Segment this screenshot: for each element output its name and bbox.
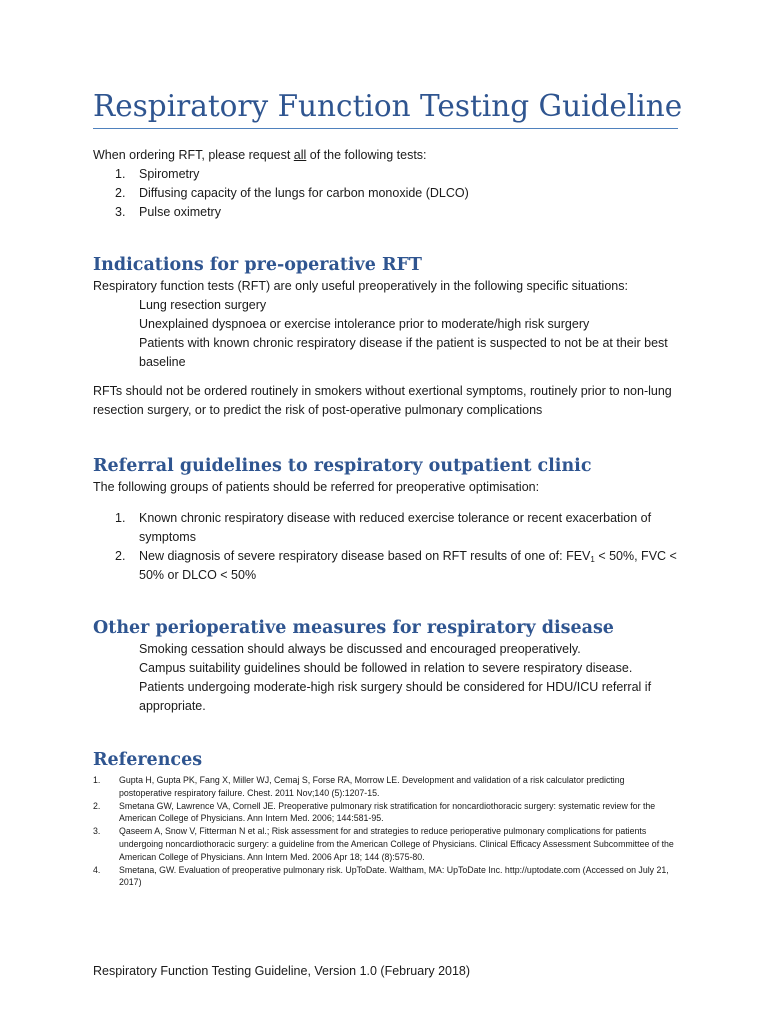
tests-list xyxy=(93,165,678,222)
intro-section xyxy=(93,146,678,222)
list-item: Patients with known chronic respiratory disease if the patient is suspected to not be at their best baseline xyxy=(139,336,668,369)
referral-list xyxy=(93,509,678,585)
section-lead: Respiratory function tests (RFT) are only useful preoperatively in the following specific situations: xyxy=(93,279,628,293)
list-item: 3. Pulse oximetry xyxy=(115,205,221,219)
list-item: 2. New diagnosis of severe respiratory disease based on RFT results of one of: $FEV_1 < 50\%$, FVC < 50% or DLCO < 50% xyxy=(115,549,677,582)
list-item: 1. Gupta H, Gupta PK, Fang X, Miller WJ, Cemaj S, Forse RA, Morrow LE. Development and validation of a risk calculator predicting postoperative respiratory failure. Chest. 2011 Nov;140 (5):1207-15. xyxy=(93,775,625,798)
intro-after: of the following tests: xyxy=(306,148,427,162)
page-footer: Respiratory Function Testing Guideline, Version 1.0 (February 2018) xyxy=(93,964,471,978)
list-item: Campus suitability guidelines should be followed in relation to severe respiratory disease. xyxy=(139,661,633,675)
referral-section xyxy=(93,454,678,585)
intro-text xyxy=(93,146,678,165)
section-heading: References xyxy=(93,750,203,770)
list-item: 4. Smetana, GW. Evaluation of preoperative pulmonary risk. UpToDate. Waltham, MA: UpToDate Inc. http://uptodate.com (Accessed on July 21, 2017) xyxy=(93,864,669,888)
section-heading: Other perioperative measures for respiratory disease xyxy=(93,618,614,638)
list-item: 2. Diffusing capacity of the lungs for carbon monoxide (DLCO) xyxy=(115,186,469,200)
list-item: Patients undergoing moderate-high risk surgery should be considered for HDU/ICU referral if appropriate. xyxy=(139,680,652,713)
list-item: Lung resection surgery xyxy=(139,298,267,312)
list-item: 3. Qaseem A, Snow V, Fitterman N et al.; Risk assessment for and strategies to reduce perioperative pulmonary complications for patients undergoing noncardiothoracic surgery: a guideline from the American College of Physicians. Clinical Efficacy Assessment Subcommittee of the American College of Physicians. Ann Intern Med. 2006 Apr 18; 144 (8):575-80. xyxy=(93,826,674,862)
perioperative-list xyxy=(93,640,678,716)
section-heading: Referral guidelines to respiratory outpatient clinic xyxy=(93,456,592,476)
perioperative-section xyxy=(93,616,678,716)
list-item: 1. Known chronic respiratory disease with reduced exercise tolerance or recent exacerbation of symptoms xyxy=(115,511,652,544)
list-item: Smoking cessation should always be discussed and encouraged preoperatively. xyxy=(139,642,581,656)
references-list xyxy=(93,774,678,889)
page-title: Respiratory Function Testing Guideline xyxy=(93,89,683,123)
indications-note: RFTs should not be ordered routinely in smokers without exertional symptoms, routinely prior to non-lung resection surgery, or to predict the risk of post-operative pulmonary complications xyxy=(93,384,672,417)
list-item: 2. Smetana GW, Lawrence VA, Cornell JE. Preoperative pulmonary risk stratification for noncardiothoracic surgery: systematic review for the American College of Physicians. Ann Intern Med. 2006; 144:581-95. xyxy=(93,800,656,824)
section-lead: The following groups of patients should be referred for preoperative optimisation: xyxy=(93,480,540,494)
intro-emphasis: all xyxy=(293,148,307,162)
list-item: Unexplained dyspnoea or exercise intolerance prior to moderate/high risk surgery xyxy=(139,317,590,331)
section-heading: Indications for pre-operative RFT xyxy=(93,255,422,275)
title-divider xyxy=(93,128,678,129)
references-section xyxy=(93,748,678,889)
list-item: 1. Spirometry xyxy=(115,167,200,181)
indications-list xyxy=(93,296,678,372)
intro-before: When ordering RFT, please request xyxy=(93,148,294,162)
indications-section xyxy=(93,253,678,420)
